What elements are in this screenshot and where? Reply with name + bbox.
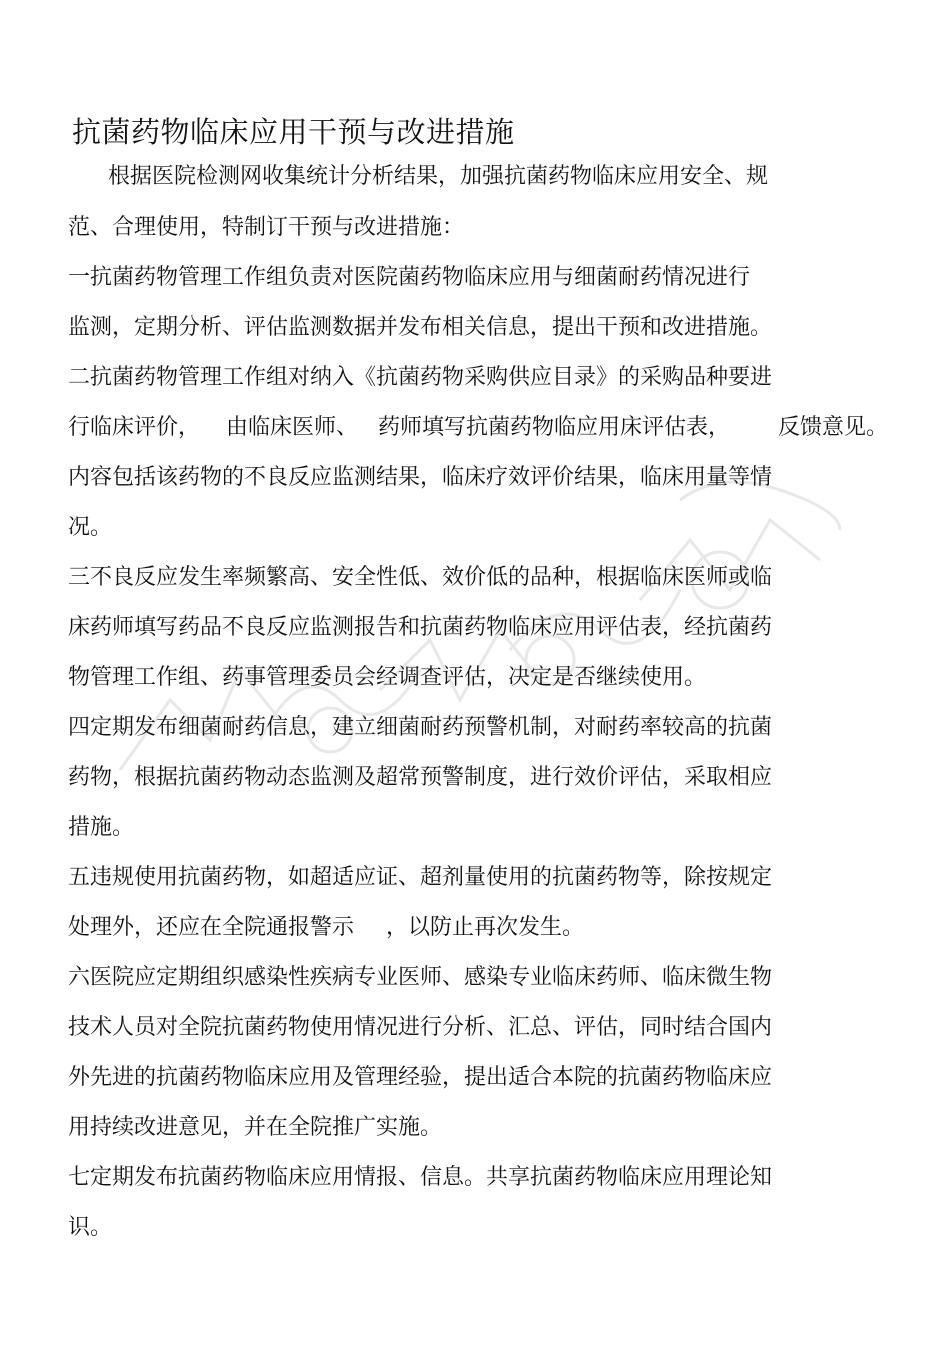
item2-line-2-part-d: 反馈意见。 [778, 415, 889, 440]
item7-line-2: 识。 [68, 1215, 113, 1240]
item2-line-2-part-b: 由临床医师、 [226, 415, 359, 440]
intro-line-1: 根据医院检测网收集统计分析结果，加强抗菌药物临床应用安全、规 [108, 164, 769, 189]
item4-line-2: 药物，根据抗菌药物动态监测及超常预警制度，进行效价评估，采取相应 [68, 765, 773, 790]
intro-line-2: 范、合理使用，特制订干预与改进措施： [68, 215, 465, 240]
item7-line-1: 七定期发布抗菌药物临床应用情报、信息。共享抗菌药物临床应用理论知 [68, 1165, 773, 1190]
item2-line-2-part-c: 药师填写抗菌药物临应用床评估表， [378, 415, 731, 440]
item5-line-2 [68, 913, 584, 943]
item4-line-3: 措施。 [68, 815, 135, 840]
item3-line-3: 物管理工作组、药事管理委员会经调查评估，决定是否继续使用。 [68, 665, 707, 690]
item5-line-1: 五违规使用抗菌药物，如超适应证、超剂量使用的抗菌药物等，除按规定 [68, 865, 773, 890]
item6-line-1: 六医院应定期组织感染性疾病专业医师、感染专业临床药师、临床微生物 [68, 965, 773, 990]
item2-line-3: 内容包括该药物的不良反应监测结果，临床疗效评价结果，临床用量等情 [68, 465, 773, 490]
item3-line-2: 床药师填写药品不良反应监测报告和抗菌药物临床应用评估表，经抗菌药 [68, 615, 773, 640]
item1-line-1: 一抗菌药物管理工作组负责对医院菌药物临床应用与细菌耐药情况进行 [68, 265, 751, 290]
item6-line-3: 外先进的抗菌药物临床应用及管理经验，提出适合本院的抗菌药物临床应 [68, 1065, 773, 1090]
item2-line-1: 二抗菌药物管理工作组对纳入《抗菌药物采购供应目录》的采购品种要进 [68, 365, 773, 390]
item6-line-2: 技术人员对全院抗菌药物使用情况进行分析、汇总、评估，同时结合国内 [68, 1015, 773, 1040]
item5-line-2-part-a: 处理外，还应在全院通报警示 [68, 915, 355, 940]
item2-line-4: 况。 [68, 515, 113, 540]
item2-line-2 [68, 413, 888, 443]
item3-line-1: 三不良反应发生率频繁高、安全性低、效价低的品种，根据临床医师或临 [68, 565, 773, 590]
page-title: 抗菌药物临床应用干预与改进措施 [72, 115, 515, 149]
item5-line-2-part-b: ，以防止再次发生。 [386, 915, 585, 940]
item2-line-2-part-a: 行临床评价， [68, 415, 201, 440]
item6-line-4: 用持续改进意见，并在全院推广实施。 [68, 1115, 443, 1140]
item1-line-2: 监测，定期分析、评估监测数据并发布相关信息，提出干预和改进措施。 [68, 315, 773, 340]
item4-line-1: 四定期发布细菌耐药信息，建立细菌耐药预警机制，对耐药率较高的抗菌 [68, 715, 773, 740]
